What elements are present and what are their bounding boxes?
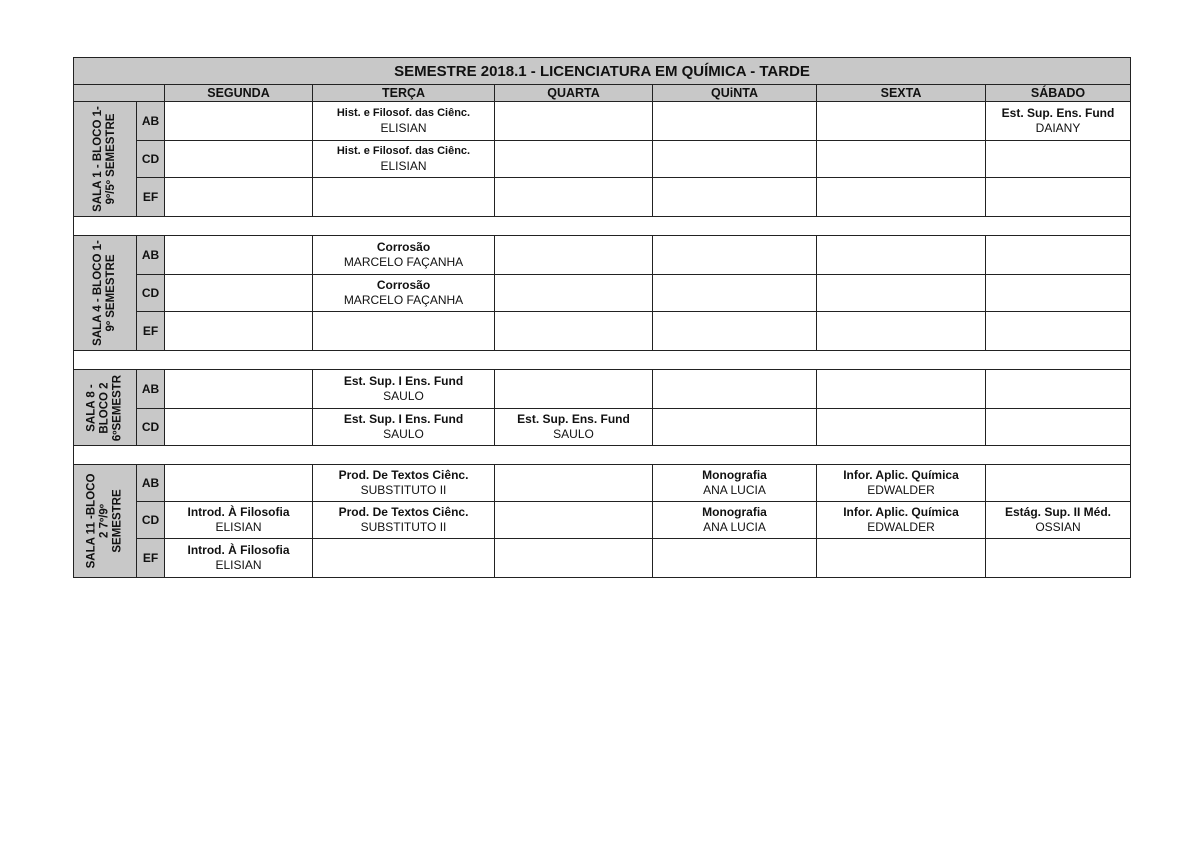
schedule-table — [73, 57, 1131, 578]
empty-cell — [495, 465, 653, 502]
empty-cell — [313, 312, 495, 351]
empty-cell — [653, 178, 817, 217]
room-label — [74, 236, 137, 351]
schedule-row — [74, 236, 1131, 275]
separator-row — [74, 217, 1131, 236]
empty-cell — [653, 102, 817, 141]
empty-cell — [495, 539, 653, 578]
empty-cell — [495, 275, 653, 312]
day-header-segunda: SEGUNDA — [165, 85, 313, 102]
day-header-quarta: QUARTA — [495, 85, 653, 102]
room-label-line: BLOCO 2 — [98, 381, 111, 434]
subject-name: Hist. e Filosof. das Ciênc. — [336, 107, 471, 119]
separator-row — [74, 351, 1131, 370]
empty-cell — [986, 312, 1131, 351]
schedule-row — [74, 178, 1131, 217]
professor-name: ANA LUCIA — [703, 520, 766, 534]
empty-cell — [817, 178, 986, 217]
subject-name: Monografia — [702, 505, 767, 519]
empty-cell — [986, 178, 1131, 217]
professor-name: SAULO — [383, 389, 424, 403]
class-cell — [313, 502, 495, 539]
time-slot-label: EF — [137, 312, 165, 351]
empty-cell — [165, 465, 313, 502]
professor-name: SUBSTITUTO II — [360, 520, 447, 534]
time-slot-label: AB — [137, 236, 165, 275]
empty-cell — [817, 312, 986, 351]
class-cell — [165, 502, 313, 539]
empty-cell — [986, 236, 1131, 275]
empty-cell — [653, 236, 817, 275]
schedule-row — [74, 409, 1131, 446]
professor-name: DAIANY — [1035, 121, 1081, 135]
subject-name: Infor. Aplic. Química — [843, 468, 959, 482]
empty-cell — [653, 370, 817, 409]
room-label-text — [86, 474, 125, 569]
room-label-line: SALA 11 -BLOCO — [85, 473, 98, 569]
room-label-line: 6ºSEMESTR — [111, 374, 124, 441]
empty-cell — [986, 370, 1131, 409]
time-slot-label: AB — [137, 102, 165, 141]
room-label-text — [92, 240, 118, 346]
subject-name: Corrosão — [376, 240, 431, 254]
class-cell — [495, 409, 653, 446]
empty-cell — [653, 312, 817, 351]
subject-name: Est. Sup. Ens. Fund — [517, 412, 630, 426]
room-label-line: 2 7º/9º — [98, 504, 111, 538]
empty-cell — [313, 178, 495, 217]
empty-cell — [653, 409, 817, 446]
header-corner — [74, 85, 165, 102]
subject-name: Est. Sup. I Ens. Fund — [343, 412, 464, 426]
empty-cell — [817, 539, 986, 578]
schedule-row — [74, 465, 1131, 502]
empty-cell — [165, 312, 313, 351]
room-label-line: 9º/5º SEMESTRE — [105, 113, 117, 205]
professor-name: EDWALDER — [867, 483, 935, 497]
time-slot-label: CD — [137, 275, 165, 312]
class-cell — [313, 275, 495, 312]
class-cell — [986, 102, 1131, 141]
day-header-quinta: QUiNTA — [653, 85, 817, 102]
separator-row — [74, 446, 1131, 465]
empty-cell — [817, 275, 986, 312]
class-cell — [313, 141, 495, 178]
schedule-row — [74, 312, 1131, 351]
subject-name: Estág. Sup. II Méd. — [1004, 505, 1111, 519]
empty-cell — [986, 275, 1131, 312]
empty-cell — [165, 178, 313, 217]
empty-cell — [986, 539, 1131, 578]
empty-cell — [165, 275, 313, 312]
day-header-sexta: SEXTA — [817, 85, 986, 102]
separator-cell — [74, 351, 1131, 370]
class-cell — [817, 502, 986, 539]
time-slot-label: CD — [137, 141, 165, 178]
class-cell — [313, 370, 495, 409]
subject-name: Infor. Aplic. Química — [843, 505, 959, 519]
subject-name: Prod. De Textos Ciênc. — [338, 505, 469, 519]
schedule-title: SEMESTRE 2018.1 - LICENCIATURA EM QUÍMICA - TARDE — [74, 58, 1131, 85]
empty-cell — [495, 178, 653, 217]
separator-cell — [74, 217, 1131, 236]
schedule-row — [74, 275, 1131, 312]
room-label-text — [86, 374, 125, 440]
room-label-line: SALA 1 - BLOCO 1- — [92, 106, 104, 212]
empty-cell — [495, 236, 653, 275]
professor-name: MARCELO FAÇANHA — [343, 293, 464, 307]
empty-cell — [495, 502, 653, 539]
room-label-line: SALA 4 - BLOCO 1- — [92, 240, 104, 346]
room-label-line: 9º SEMESTRE — [105, 254, 117, 332]
class-cell — [313, 409, 495, 446]
professor-name: SAULO — [553, 427, 594, 441]
time-slot-label: AB — [137, 370, 165, 409]
professor-name: ELISIAN — [215, 520, 262, 534]
empty-cell — [986, 409, 1131, 446]
time-slot-label: EF — [137, 539, 165, 578]
empty-cell — [986, 141, 1131, 178]
subject-name: Introd. À Filosofia — [187, 543, 290, 557]
subject-name: Prod. De Textos Ciênc. — [338, 468, 469, 482]
class-cell — [165, 539, 313, 578]
time-slot-label: AB — [137, 465, 165, 502]
empty-cell — [817, 236, 986, 275]
class-cell — [313, 465, 495, 502]
empty-cell — [653, 539, 817, 578]
time-slot-label: EF — [137, 178, 165, 217]
room-label-line: SEMESTRE — [111, 489, 124, 553]
day-header-sabado: SÁBADO — [986, 85, 1131, 102]
empty-cell — [495, 141, 653, 178]
empty-cell — [495, 102, 653, 141]
room-label — [74, 370, 137, 446]
professor-name: SUBSTITUTO II — [360, 483, 447, 497]
subject-name: Monografia — [702, 468, 767, 482]
schedule-row — [74, 502, 1131, 539]
empty-cell — [653, 275, 817, 312]
empty-cell — [653, 141, 817, 178]
professor-name: EDWALDER — [867, 520, 935, 534]
room-label-text — [92, 106, 118, 212]
empty-cell — [817, 102, 986, 141]
empty-cell — [165, 370, 313, 409]
subject-name: Est. Sup. I Ens. Fund — [343, 374, 464, 388]
class-cell — [653, 465, 817, 502]
room-label — [74, 102, 137, 217]
subject-name: Corrosão — [376, 278, 431, 292]
professor-name: ANA LUCIA — [703, 483, 766, 497]
class-cell — [313, 102, 495, 141]
professor-name: MARCELO FAÇANHA — [343, 255, 464, 269]
empty-cell — [495, 370, 653, 409]
professor-name: ELISIAN — [380, 159, 427, 173]
class-cell — [313, 236, 495, 275]
time-slot-label: CD — [137, 502, 165, 539]
empty-cell — [165, 141, 313, 178]
class-cell — [653, 502, 817, 539]
separator-cell — [74, 446, 1131, 465]
professor-name: ELISIAN — [380, 121, 427, 135]
professor-name: SAULO — [383, 427, 424, 441]
subject-name: Est. Sup. Ens. Fund — [1001, 106, 1115, 120]
empty-cell — [986, 465, 1131, 502]
day-header-terca: TERÇA — [313, 85, 495, 102]
empty-cell — [495, 312, 653, 351]
schedule-row — [74, 102, 1131, 141]
empty-cell — [165, 409, 313, 446]
empty-cell — [817, 141, 986, 178]
schedule-row — [74, 370, 1131, 409]
room-label — [74, 465, 137, 578]
empty-cell — [817, 370, 986, 409]
professor-name: ELISIAN — [215, 558, 262, 572]
empty-cell — [817, 409, 986, 446]
schedule-row — [74, 141, 1131, 178]
empty-cell — [313, 539, 495, 578]
subject-name: Hist. e Filosof. das Ciênc. — [336, 145, 471, 157]
empty-cell — [165, 236, 313, 275]
class-cell — [986, 502, 1131, 539]
subject-name: Introd. À Filosofia — [187, 505, 290, 519]
class-cell — [817, 465, 986, 502]
room-label-line: SALA 8 - — [85, 383, 98, 432]
time-slot-label: CD — [137, 409, 165, 446]
day-header-row — [74, 85, 1131, 102]
professor-name: OSSIAN — [1035, 520, 1081, 534]
schedule-row — [74, 539, 1131, 578]
empty-cell — [165, 102, 313, 141]
